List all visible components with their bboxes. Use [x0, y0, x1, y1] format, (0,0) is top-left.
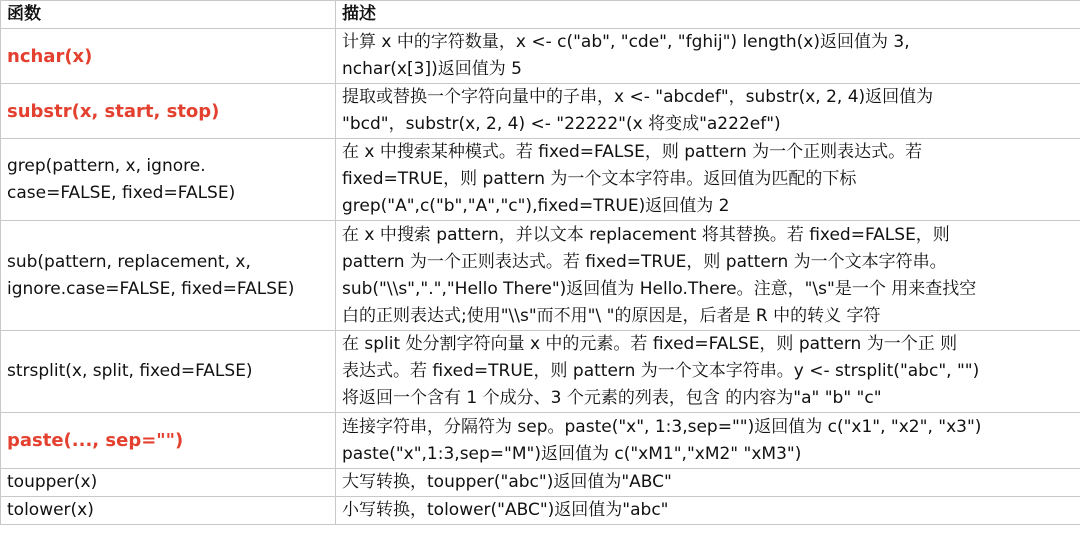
- description-line: paste("x",1:3,sep="M")返回值为 c("xM1","xM2" "xM3"): [342, 443, 802, 464]
- function-cell: [1, 331, 336, 413]
- table-row: [1, 221, 1080, 331]
- table-row: [1, 29, 1080, 84]
- function-signature-line: nchar(x): [7, 45, 93, 67]
- description-line: 在 x 中搜索 pattern，并以文本 replacement 将其替换。若 fixed=FALSE，则: [342, 224, 950, 245]
- header-function: 函数: [1, 1, 336, 29]
- description-line: 将返回一个含有 1 个成分、3 个元素的列表，包含 的内容为"a" "b" "c": [342, 388, 882, 408]
- table-row: [1, 331, 1080, 413]
- table-body: [1, 29, 1080, 525]
- description-line: grep("A",c("b","A","c"),fixed=TRUE)返回值为 2: [342, 196, 730, 216]
- function-cell: [1, 413, 336, 469]
- function-signature-line: grep(pattern, x, ignore.: [7, 155, 206, 176]
- description-cell: [336, 469, 1080, 497]
- function-cell: [1, 29, 336, 84]
- description-line: 白的正则表达式;使用"\\s"而不用"\ "的原因是，后者是 R 中的转义 字符: [342, 305, 881, 326]
- description-cell: [336, 331, 1080, 413]
- function-signature-line: tolower(x): [7, 500, 94, 520]
- description-line: nchar(x[3])返回值为 5: [342, 59, 522, 79]
- table-row: [1, 469, 1080, 497]
- function-signature-line: paste(..., sep=""): [7, 430, 184, 451]
- description-line: 连接字符串，分隔符为 sep。paste("x", 1:3,sep="")返回值为 c("x1", "x2", "x3"): [342, 416, 982, 437]
- function-cell: [1, 139, 336, 221]
- description-cell: [336, 497, 1080, 525]
- description-line: "bcd"，substr(x, 2, 4) <- "22222"(x 将变成"a222ef"): [342, 114, 781, 134]
- description-cell: [336, 84, 1080, 139]
- description-line: fixed=TRUE，则 pattern 为一个文本字符串。返回值为匹配的下标: [342, 169, 857, 189]
- description-line: 小写转换，tolower("ABC")返回值为"abc": [342, 500, 669, 520]
- function-signature-line: strsplit(x, split, fixed=FALSE): [7, 361, 253, 381]
- description-cell: [336, 29, 1080, 84]
- description-cell: [336, 139, 1080, 221]
- description-line: pattern 为一个正则表达式。若 fixed=TRUE，则 pattern 为一个文本字符串。: [342, 251, 947, 272]
- description-line: 在 x 中搜索某种模式。若 fixed=FALSE，则 pattern 为一个正则表达式。若: [342, 142, 923, 162]
- description-cell: [336, 413, 1080, 469]
- description-line: 提取或替换一个字符向量中的子串，x <- "abcdef"，substr(x, 2, 4)返回值为: [342, 87, 934, 107]
- table-header-row: [1, 1, 1080, 29]
- description-cell: [336, 221, 1080, 331]
- function-signature-line: sub(pattern, replacement, x,: [7, 251, 251, 272]
- function-cell: [1, 469, 336, 497]
- function-cell: [1, 84, 336, 139]
- table-row: [1, 497, 1080, 525]
- table-row: [1, 413, 1080, 469]
- function-cell: [1, 221, 336, 331]
- function-signature-line: ignore.case=FALSE, fixed=FALSE): [7, 278, 295, 299]
- function-signature-line: case=FALSE, fixed=FALSE): [7, 182, 236, 203]
- header-description: 描述: [336, 1, 1080, 29]
- function-cell: [1, 497, 336, 525]
- description-line: 大写转换，toupper("abc")返回值为"ABC": [342, 472, 672, 492]
- table-row: [1, 139, 1080, 221]
- function-signature-line: substr(x, start, stop): [7, 100, 220, 122]
- description-line: 在 split 处分割字符向量 x 中的元素。若 fixed=FALSE，则 pattern 为一个正 则: [342, 334, 958, 354]
- description-line: 表达式。若 fixed=TRUE，则 pattern 为一个文本字符串。y <- strsplit("abc", ""): [342, 361, 980, 381]
- table-row: [1, 84, 1080, 139]
- description-line: sub("\\s",".","Hello There")返回值为 Hello.There。注意，"\s"是一个 用来查找空: [342, 278, 977, 299]
- description-line: 计算 x 中的字符数量，x <- c("ab", "cde", "fghij") length(x)返回值为 3,: [342, 32, 910, 52]
- function-signature-line: toupper(x): [7, 472, 98, 492]
